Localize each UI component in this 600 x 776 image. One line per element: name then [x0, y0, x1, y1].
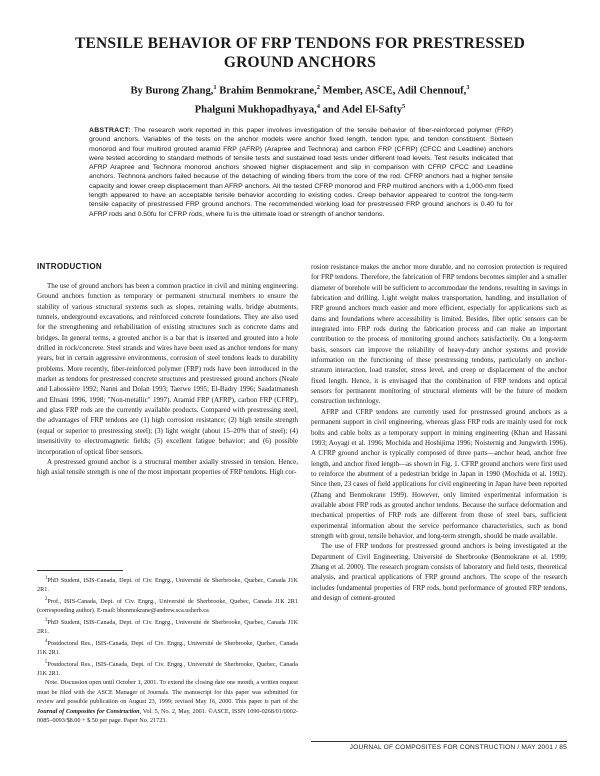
- footnote-text: Prof., ISIS-Canada, Dept. of Civ. Engrg., Université de Sherbrooke, Quebec, Canada J1K 2R1 (corresponding author). E-mail: bbenmokrane@andrew.sca.usherb.ca: [37, 597, 298, 615]
- paper-title: [60, 34, 540, 72]
- footnote: [37, 595, 298, 616]
- abstract-text: The research work reported in this paper involves investigation of the tensile behavior of fiber-reinforced polymer (FRP) ground anchors. Variables of the tests on the anchor models were anchor fixed length, tendon type, and tendon constituent. Sixteen monorod and four multirod grouted aramid FRP (AFRP) (Arapree and Technora) and carbon FRP (CFRP) (CFCC and Leadline) anchors were tested according to standard methods of tensile tests and sustained load tests under different load levels. Test results indicated that AFRP Arapree and Technora monorod anchors showed higher displacement and slip in comparison with CFRP CFCC and Leadline anchors. Technora anchors failed because of the detaching of winding fibers from the core of the rod. CFRP anchors had a higher tensile capacity and lower creep displacement than AFRP anchors. All the tested CFRP monorod and FRP multirod anchors with a 1,000-mm fixed length appeared to have an acceptable tensile behavior according to existing codes. Creep behavior appeared to control the long-term tensile capacity of prestressed FRP ground anchors. The recommended working load for prestressed FRP ground anchors is 0.40 fu for AFRP rods and 0.50fu for CFRP rods, where fu is the ultimate load or strength of anchor tendons.: [89, 127, 513, 218]
- paragraph: A prestressed ground anchor is a structural member axially stressed in tension. Hence, high axial tensile strength is one of the most important properties of FRP tendons. High cor-: [37, 457, 298, 477]
- editorial-note: [37, 678, 298, 725]
- note-text: , Vol. 5, No. 2, May, 2001. ©ASCE, ISSN 1090-0268/01/0002-0085–0093/$8.00 + $.50 per page. Paper No. 21723.: [37, 707, 299, 724]
- footnote-divider: [37, 570, 123, 571]
- footnote-text: PhD Student, ISIS-Canada, Dept. of Civ. Engrg., Université de Sherbrooke, Quebec, Canada J1K 2R1.: [37, 577, 298, 594]
- author-list: [60, 80, 540, 117]
- author-name: By Burong Zhang,: [130, 85, 214, 97]
- footnote: [37, 616, 298, 637]
- footnote: [37, 574, 298, 595]
- author-name: Phalguni Mukhopadhyaya,: [194, 104, 317, 115]
- paragraph: AFRP and CFRP tendons are currently used for prestressed ground anchors as a permanent support in civil engineering, whereas glass FRP rods are mainly used for rock bolts and cable bolts as a temporary support in mining engineering (Khan and Hassani 1993; Aoyagi et al. 1996; Mochida and Hoshijima 1996; Noisternig and Jungwirth 1996). A CFRP ground anchor is typically composed of three parts—anchor head, anchor free length, and anchor fixed length—as shown in Fig. 1. CFRP ground anchors were first used to reinforce the abutment of a pedestrian bridge in Japan in 1990 (Mochida et al. 1992). Since then, 23 cases of field applications for civil engineering in Japan have been reported (Zhang and Benmokrane 1999). However, only limited experimental information is available about FRP rods as grouted anchor tendons. Because the surface deformation and mechanical properties of FRP rods are different from those of steel bars, sufficient experimental information about the service performance characteristics, such as bond strength with grout, tensile behavior, and long-term strength, should be made available.: [311, 407, 567, 540]
- affiliation-marker: 4: [316, 102, 320, 110]
- author-line-2: [60, 99, 540, 118]
- right-column: [311, 262, 567, 603]
- footnote-marker: 5: [45, 659, 48, 665]
- affiliation-marker: 3: [466, 84, 470, 91]
- footer-rule: [311, 741, 567, 742]
- author-name: Brahim Benmokrane,: [216, 85, 317, 97]
- author-name: and Adel El-Safty: [319, 104, 402, 115]
- section-heading-introduction: INTRODUCTION: [37, 262, 102, 271]
- left-column: [37, 262, 298, 478]
- author-name: Member, ASCE, Adil Chennouf,: [319, 85, 467, 97]
- footnotes: [37, 574, 298, 725]
- affiliation-marker: 1: [213, 84, 217, 91]
- note-text: Note. Discussion open until October 1, 2001. To extend the closing date one month, a written request must be filed with the ASCE Manager of Journals. The manuscript for this paper was submitted for review and possible publication on August 23, 1999; revised May 16, 2000. This paper is part of the: [37, 679, 298, 706]
- footnote-marker: 1: [45, 576, 48, 581]
- affiliation-marker: 5: [401, 102, 406, 110]
- paragraph: rosion resistance makes the anchor more durable, and no corrosion protection is required for FRP tendons. Therefore, the fabrication of FRP tendons becomes simpler and a smaller diameter of borehole will be sufficient to accommodate the tendons, resulting in savings in fabrication and drilling. Light weight makes transportation, handling, and installation of FRP ground anchors much easier and more efficient, especially for applications such as dams and foundations where accessibility is limited. Besides, fiber optic sensors can be integrated into FRP rods during the fabrication process and can make an important contribution to the process of monitoring ground anchors satisfactorily. On a long-term basis, sensors can improve the reliability of heavy-duty anchor systems and provide information on the functioning of these prestressing tendons, particularly on anchor-stratum interaction, load transfer, stress level, and creep or displacement of the anchor fixed length. Hence, it is envisaged that the combination of FRP tendons and optical sensors for permanent monitoring of structural elements will be the future of modern construction technology.: [311, 263, 567, 406]
- running-footer: JOURNAL OF COMPOSITES FOR CONSTRUCTION / MAY 2001 / 85: [349, 744, 567, 751]
- author-line-1: [60, 80, 540, 99]
- abstract-label: ABSTRACT:: [89, 127, 131, 134]
- abstract: [89, 126, 513, 219]
- footnote-marker: 2: [45, 596, 48, 602]
- paragraph: The use of ground anchors has been a common practice in civil and mining engineering. Ground anchors function as temporary or permanent structural members to ensure the stability of various structural systems such as slopes, retaining walls, bridge abutments, tunnels, underground excavations, and reinforced concrete foundations. They are also used for the strengthening and rehabilitation of existing structures such as concrete dams and bridges. In general terms, a grouted anchor is a bar that is inserted and grouted into a hole drilled in rock/concrete. Steel strands and wires have been used as anchor tendons for many years, but in certain aggressive environments, corrosion of steel tendons leads to durability problems. More recently, fiber-reinforced polymer (FRP) rods have been introduced in the market as tendons for prestressed concrete structures and prestressed ground anchors (Neale and Labossière 1992; Nanni and Dolan 1993; Taerwe 1995; El-Badry 1996; Saadatmanesh and Ehsani 1996, 1998; "Non-metallic" 1997). Aramid FRP (AFRP), carbon FRP (CFRP), and glass FRP rods are the currently available products. Compared with prestressing steel, the advantages of FRP tendons are (1) high corrosion resistance; (2) high tensile strength (equal or superior to prestressing steel); (3) light weight (about 15–20% that of steel); (4) insensitivity to electromagnetic fields; (5) excellent fatigue behavior; and (6) possible incorporation of optical fiber sensors.: [37, 282, 298, 456]
- footnote-marker: 4: [45, 638, 48, 644]
- footnote-text: Postdoctoral Res., ISIS-Canada, Dept. of Civ. Engrg., Université de Sherbrooke, Quebec, Canada J1K 2R1.: [37, 639, 298, 657]
- journal-name: Journal of Composites for Construction: [37, 707, 140, 715]
- footnote: [37, 637, 298, 658]
- title-line-1: TENSILE BEHAVIOR OF FRP TENDONS FOR PRESTRESSED: [74, 35, 526, 52]
- footnote: [37, 658, 298, 679]
- title-line-2: GROUND ANCHORS: [223, 54, 377, 71]
- footnote-text: PhD Student, ISIS-Canada, Dept. of Civ. Engrg., Université de Sherbrooke, Quebec, Canada J1K 2R1.: [37, 618, 298, 636]
- affiliation-marker: 2: [316, 84, 320, 91]
- footnote-marker: 3: [45, 617, 48, 623]
- paragraph: The use of FRP tendons for prestressed ground anchors is being investigated at the Department of Civil Engineering, Université de Sherbrooke (Benmokrane et al. 1999; Zhang et al. 2000). The research program consists of laboratory and field tests, theoretical analysis, and practical applications of FRP ground anchors. The scope of the research includes fundamental properties of FRP rods, bond performance of grouted FRP tendons, and design of cement-grouted: [311, 542, 567, 602]
- footnote-text: Postdoctoral Res., ISIS-Canada, Dept. of Civ. Engrg., Université de Sherbrooke, Quebec, Canada J1K 2R1.: [37, 660, 298, 677]
